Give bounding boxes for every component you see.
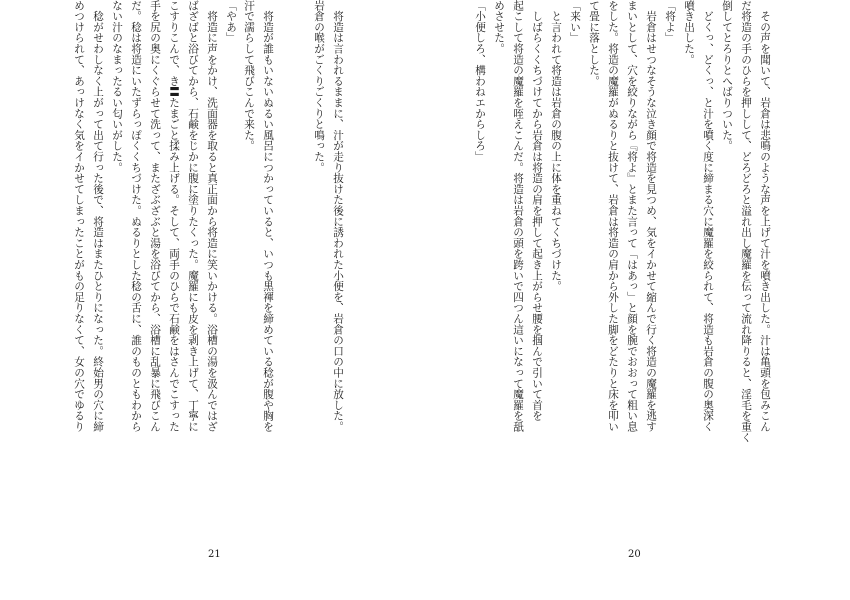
text-column: 噴き出した。 <box>683 0 695 65</box>
text-column: 「来い」 <box>569 0 581 44</box>
text-column: まいとして、穴を絞りながら『将よ』とまた言って「はあっ」と顔を腕でおおって粗い息 <box>626 0 638 432</box>
text-column: 「将よ」 <box>664 0 676 44</box>
text-column: をした。将造の魔羅がぬるりと抜けて、岩倉は将造の肩から外した脚をどたりと床を叩い <box>607 0 619 432</box>
text-column: めさせた。 <box>493 0 505 54</box>
text-column: だ将造の手のひらを押しして、どろどろと溢れ出し魔羅を伝って流れ降りると、淫毛を重く <box>740 0 752 443</box>
text-column: 将造に声をかけ、洗面器を取ると真正面から将造に笑いかける。浴槽の湯を汲んではざ <box>206 0 218 432</box>
text-column: どくっ、どくっ、と汁を噴く度に締まる穴に魔羅を絞られて、将造も岩倉の腹の奥深く <box>702 0 714 432</box>
text-column: ない汁のなまったるい匂いがした。 <box>111 0 123 173</box>
text-column: 「小便しろ、構わねエからしろ」 <box>474 0 486 162</box>
text-column: その声を聞いて、岩倉は悲鳴のような声を上げて汁を噴き出した。汁は亀頭を包みこん <box>759 0 771 432</box>
text-column: だ。稔は将造にいたずらっぽくくちづけた。ぬるりとした稔の舌に、誰のものともわから <box>130 0 142 432</box>
text-column: 稔がせわしなく上がって出て行った後で、将造はまたひとりになった。終始男の穴に締 <box>92 0 104 432</box>
page-right <box>425 0 850 600</box>
page-number: 20 <box>628 549 641 560</box>
text-column: 「やあ」 <box>225 0 237 44</box>
text-column: 岩倉の喉がごくりごくりと鳴った。 <box>313 0 325 173</box>
text-column: 倒してとろりとへばりついた。 <box>721 0 733 152</box>
text-column: こすりこんで、き〓たまごと揉み上げる。そして、両手のひらで石鹸をはさんでこすった <box>168 0 180 432</box>
text-column: と言われて将造は岩倉の腹の上に体を重ねてくちづけた。 <box>550 0 562 292</box>
page-number: 21 <box>208 549 221 560</box>
text-column: 手を尻の奥にくぐらせて洗って、またざぶざぶと湯を浴びてから、浴槽に乱暴に飛びこん <box>149 0 161 432</box>
text-column: 将造が誰もいないぬるい風呂につかっていると、いつも黒褌を締めている稔が腹や胸を <box>262 0 274 432</box>
text-column: 汗で濡らして飛びこんで来た。 <box>243 0 255 152</box>
text-column: て畳に落とした。 <box>588 0 600 87</box>
text-column: 岩倉はせつなそうな泣き顔で将造を見つめ、気をイかせて縮んで行く将造の魔羅を逃す <box>645 0 657 432</box>
text-column: 起こして将造の魔羅を咥えこんだ。将造は岩倉の頭を跨いで四つん這いになって魔羅を舐 <box>512 0 524 432</box>
text-column: ばざばと浴びてから、石鹸をじかに腹に塗りたくった。魔羅にも皮を剥き上げて、丁寧に <box>187 0 199 432</box>
text-column: しばらくくちづけてから岩倉は将造の肩を押して起き上がらせ腰を掴んで引いて首を <box>531 0 543 422</box>
text-column: 将造は言われるままに、汁が走り抜けた後に誘われた小便を、岩倉の口の中に放した。 <box>332 0 344 432</box>
text-column: めつけられて、あっけなく気をイかせてしまったことがもの足りなくて、女の穴でゆるり <box>73 0 85 432</box>
